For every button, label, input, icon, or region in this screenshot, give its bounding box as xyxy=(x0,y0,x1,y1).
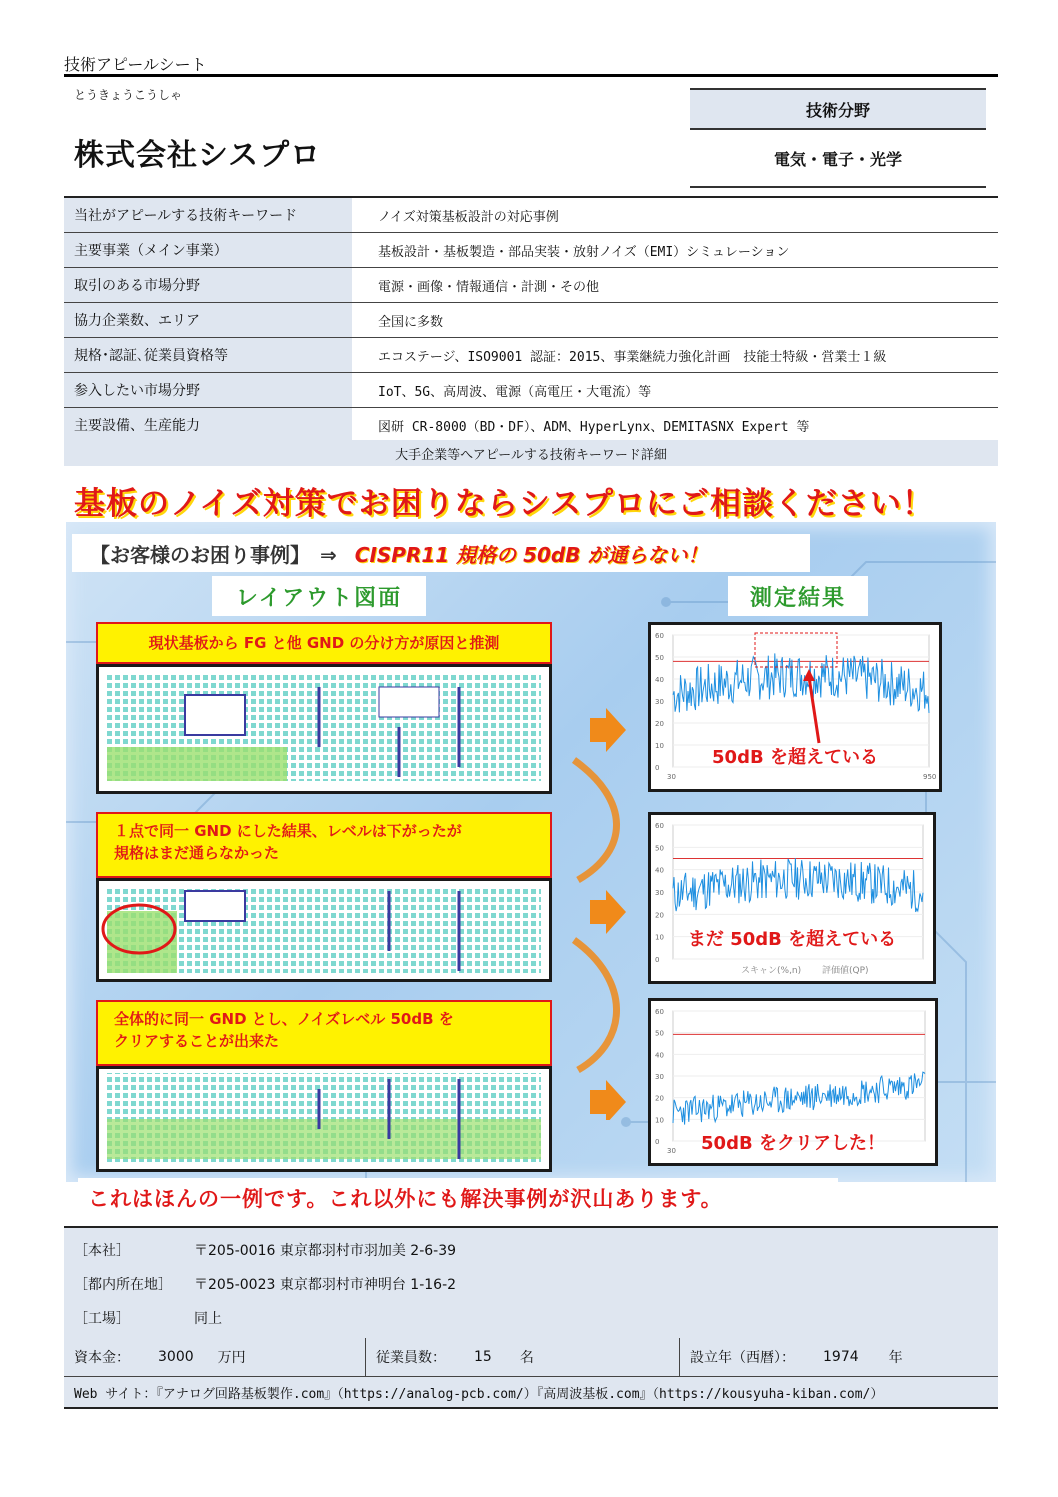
info-row xyxy=(64,268,998,303)
y-tick-label: 0 xyxy=(655,956,660,964)
hq-label: ［本社］ xyxy=(74,1243,130,1259)
info-value: 図研 CR-8000（BD・DF）、ADM、HyperLynx、DEMITASNX Expert 等 xyxy=(378,419,810,435)
y-tick-label: 50 xyxy=(655,1029,664,1038)
step2-spectrum-plot xyxy=(651,815,933,981)
step2-note-line2: 規格はまだ通らなかった xyxy=(114,844,280,862)
info-label: 当社がアピールする技術キーワード xyxy=(64,198,352,232)
info-value: 基板設計・基板製造・部品実装・放射ノイズ（EMI）シミュレーション xyxy=(378,244,790,260)
customer-issue-banner xyxy=(72,534,810,572)
info-row xyxy=(64,303,998,338)
info-table xyxy=(64,196,998,444)
office-row xyxy=(74,1274,456,1294)
info-label: 主要設備、生産能力 xyxy=(64,408,352,442)
x-tick-label: 30 xyxy=(667,773,676,781)
x-tick-label: 950 xyxy=(923,773,937,781)
info-value: IoT、5G、高周波、電源（高電圧・大電流）等 xyxy=(378,384,652,400)
feature-headline: 基板のノイズ対策でお困りならシスプロにご相談ください！ xyxy=(74,486,934,522)
info-value: 全国に多数 xyxy=(378,314,444,330)
y-tick-label: 0 xyxy=(655,1138,660,1146)
issue-lead: 【お客様のお困り事例】 ⇒ xyxy=(90,542,337,567)
info-label: 取引のある市場分野 xyxy=(64,268,352,302)
y-tick-label: 40 xyxy=(655,676,664,684)
address-block xyxy=(64,1226,998,1341)
field-label: 技術分野 xyxy=(690,88,986,130)
pcb-layout-drawing xyxy=(99,667,549,791)
arrow-right-icon xyxy=(590,1080,626,1120)
info-label: 主要事業（メイン事業） xyxy=(64,233,352,267)
field-rule xyxy=(690,186,986,188)
y-tick-label: 20 xyxy=(655,720,664,728)
factory-label: ［工場］ xyxy=(74,1311,130,1327)
office-label: ［都内所在地］ xyxy=(74,1277,172,1293)
company-name: 株式会社シスプロ xyxy=(74,138,322,173)
field-value: 電気・電子・光学 xyxy=(773,149,902,169)
info-row xyxy=(64,233,998,268)
curved-arrow-icon xyxy=(574,760,617,880)
y-tick-label: 30 xyxy=(655,1073,664,1081)
y-tick-label: 40 xyxy=(655,866,664,875)
info-row xyxy=(64,198,998,233)
company-kana: とうきょうこうしゃ xyxy=(74,88,183,102)
issue-statement: CISPR11 規格の 50dB が通らない！ xyxy=(354,542,708,567)
step3-note xyxy=(96,1000,552,1066)
website-row[interactable]: Web サイト：『アナログ回路基板製作.com』（https://analog-pcb.com/）『高周波基板.com』（https://kousyuha-kiban.com/） xyxy=(64,1377,998,1409)
y-tick-label: 10 xyxy=(655,933,664,942)
info-label: 規格･認証､従業員資格等 xyxy=(64,338,352,372)
step3-layout-image xyxy=(96,1066,552,1172)
y-tick-label: 10 xyxy=(655,1116,664,1125)
curved-arrow-icon xyxy=(574,940,617,1070)
info-value: 電源・画像・情報通信・計測・その他 xyxy=(378,279,600,295)
employees-value: 15 xyxy=(474,1349,492,1365)
info-row xyxy=(64,338,998,373)
detail-band: 大手企業等へアピールする技術キーワード詳細 xyxy=(64,440,998,466)
office-address: 〒205-0023 東京都羽村市神明台 1-16-2 xyxy=(194,1277,457,1293)
y-tick-label: 60 xyxy=(655,1008,664,1016)
capital-cell xyxy=(64,1338,366,1376)
y-tick-label: 30 xyxy=(655,698,664,706)
y-tick-label: 50 xyxy=(655,844,664,853)
step2-note-line1: １点で同一 GND にした結果、レベルは下がったが xyxy=(114,822,462,840)
y-tick-label: 30 xyxy=(655,889,664,897)
layout-title: レイアウト図面 xyxy=(212,576,426,616)
pcb-layout-drawing xyxy=(99,881,549,979)
step2-legend: スキャン(%,n) 評価値(QP) xyxy=(741,966,869,976)
arrow-right-icon xyxy=(590,890,626,934)
step3-note-line2: クリアすることが出来た xyxy=(114,1032,280,1050)
capital-value: 3000 xyxy=(158,1349,194,1365)
step3-result: 50dB をクリアした！ xyxy=(701,1133,885,1154)
factory-row xyxy=(74,1308,222,1328)
hq-address: 〒205-0016 東京都羽村市羽加美 2-6-39 xyxy=(194,1243,457,1259)
y-tick-label: 20 xyxy=(655,1094,664,1103)
info-value: エコステージ、ISO9001 認証：2015、事業継続力強化計画 技能士特級・営業士１級 xyxy=(378,349,887,365)
step1-chart xyxy=(648,622,942,792)
step1-result: 50dB を超えている xyxy=(712,747,878,768)
y-tick-label: 40 xyxy=(655,1051,664,1060)
step2-chart xyxy=(648,812,936,984)
step1-layout-image xyxy=(96,664,552,794)
employees-unit: 名 xyxy=(519,1350,534,1366)
y-tick-label: 0 xyxy=(655,764,660,772)
y-tick-label: 50 xyxy=(655,654,664,662)
founded-label: 設立年（西暦）： xyxy=(690,1350,795,1366)
y-tick-label: 20 xyxy=(655,911,664,920)
factory-value: 同上 xyxy=(194,1311,222,1327)
info-label: 協力企業数、エリア xyxy=(64,303,352,337)
info-row xyxy=(64,373,998,408)
founded-cell xyxy=(680,1338,998,1376)
step2-layout-image xyxy=(96,878,552,982)
founded-value: 1974 xyxy=(823,1349,859,1365)
y-tick-label: 10 xyxy=(655,742,664,750)
arrow-right-icon xyxy=(590,708,626,752)
process-arrows xyxy=(560,700,650,1120)
pcb-layout-drawing xyxy=(99,1069,549,1169)
result-title: 測定結果 xyxy=(728,576,868,616)
hq-row xyxy=(74,1240,456,1260)
info-label: 参入したい市場分野 xyxy=(64,373,352,407)
info-row xyxy=(64,408,998,444)
header-rule xyxy=(64,74,998,77)
step1-note: 現状基板から FG と他 GND の分け方が原因と推測 xyxy=(96,622,552,664)
founded-unit: 年 xyxy=(888,1350,903,1366)
employees-cell xyxy=(366,1338,680,1376)
company-facts xyxy=(64,1338,998,1377)
step3-chart xyxy=(648,998,938,1166)
step2-note xyxy=(96,812,552,878)
step2-result: まだ 50dB を超えている xyxy=(687,929,897,950)
closing-message: これはほんの一例です。これ以外にも解決事例が沢山あります。 xyxy=(78,1178,838,1218)
step3-note-line1: 全体的に同一 GND とし、ノイズレベル 50dB を xyxy=(114,1010,454,1028)
y-tick-label: 60 xyxy=(655,632,664,640)
document-title: 技術アピールシート xyxy=(64,55,207,74)
capital-unit: 万円 xyxy=(217,1350,246,1366)
info-value: ノイズ対策基板設計の対応事例 xyxy=(378,209,559,225)
x-tick-label: 30 xyxy=(667,1147,676,1155)
employees-label: 従業員数： xyxy=(376,1350,446,1366)
y-tick-label: 60 xyxy=(655,822,664,830)
capital-label: 資本金： xyxy=(74,1350,130,1366)
